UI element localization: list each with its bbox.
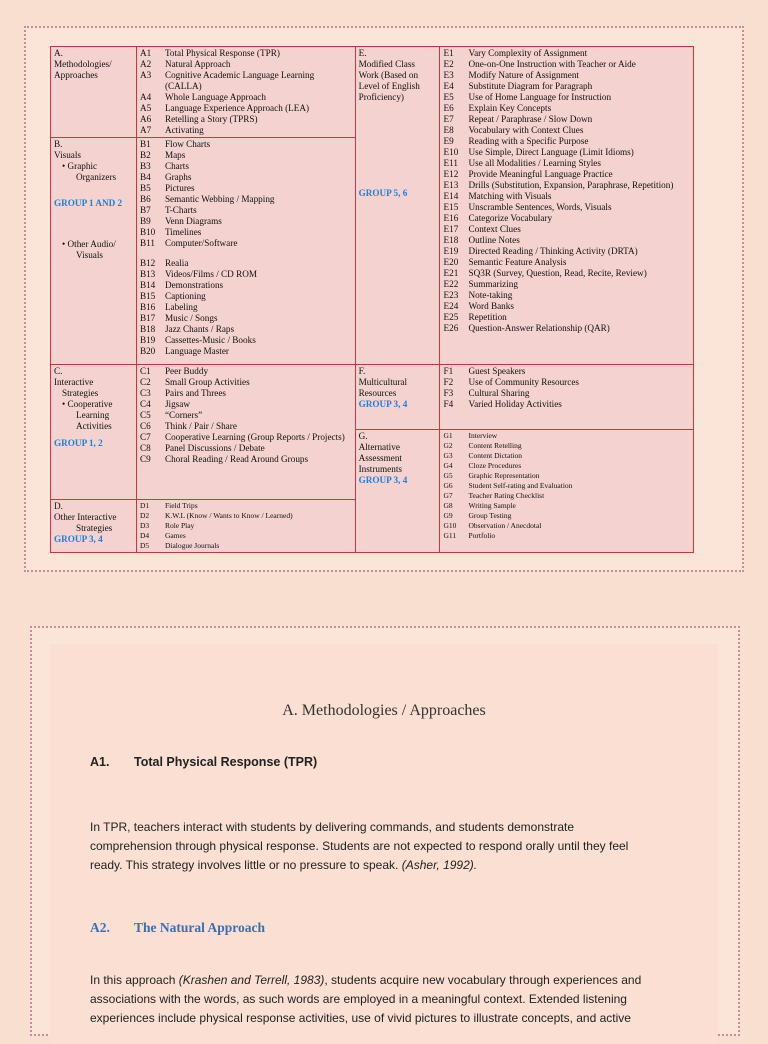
section-e-items: E1 Vary Complexity of Assignment E2 One-on-One Instruction with Teacher or Aide E3 Modify Nature of Assignment E4 Substitute Diagram for Paragraph E5 Use of Home Language for Instruction E6 Explain Key Concepts E7 Repeat / Paraphrase / Slow Down E8 Vocabulary with Context Clues E9 Reading with a Specific Purpose E10 Use Simple, Direct Language (Limit Idioms) E11 Use all Modalities / Learning Styles E12 Provide Meaningful Language Practice E13 Drills (Substitution, Expansion, Paraphrase, Repetition) E14 Matching with Visuals E15 Unscramble Sentences, Words, Visuals E16 Categorize Vocabulary E17 Context Clues E18 Outline Notes E19 Directed Reading / Thinking Activity (DRTA) E20 Semantic Feature Analysis E21 SQ3R (Survey, Question, Read, Recite, Review) E22 Summarizing E23 Note-taking E24 Word Banks E25 Repetition E26 Question-Answer Relationship (QAR) xyxy=(440,47,694,365)
section-f-label: F. Multicultural Resources GROUP 3, 4 xyxy=(355,365,440,430)
a1-heading: A1. Total Physical Response (TPR) xyxy=(90,755,318,769)
strategies-table xyxy=(50,46,694,553)
a2-paragraph: In this approach (Krashen and Terrell, 1983), students acquire new vocabulary through experiences and associations with the words, as such words are employed in a meaningful context. Extended listening experiences include physical response activities, use of vivid pictures to illustrate concepts, and active xyxy=(90,973,642,1025)
section-d-items: D1 Field Trips D2 K.W.L (Know / Wants to Know / Learned) D3 Role Play D4 Games D5 Dialogue Journals xyxy=(136,500,355,553)
section-a-label: A. Methodologies/ Approaches xyxy=(51,47,137,138)
a1-paragraph: In TPR, teachers interact with students by delivering commands, and students demonstrate comprehension through physical response. Students are not expected to respond orally until they feel ready. This strategy involves little or no pressure to speak. (Asher, 1992). xyxy=(90,820,629,872)
section-f-items: F1 Guest Speakers F2 Use of Community Resources F3 Cultural Sharing F4 Varied Holiday Activities xyxy=(440,365,694,430)
section-a-items: A1 Total Physical Response (TPR) A2 Natural Approach A3 Cognitive Academic Language Learning (CALLA) A4 Whole Language Approach A5 Language Experience Approach (LEA) A6 Retelling a Story (TPRS) A7 Activating xyxy=(136,47,355,138)
section-e-label: E. Modified Class Work (Based on Level of English Proficiency) GROUP 5, 6 xyxy=(355,47,440,365)
section-b-label: B. Visuals • Graphic Organizers GROUP 1 AND 2 • Other Audio/ Visuals xyxy=(51,138,137,365)
section-g-items: G1 Interview G2 Content Retelling G3 Content Dictation G4 Cloze Procedures G5 Graphic Representation G6 Student Self-rating and Evaluation G7 Teacher Rating Checklist G8 Writing Sample G9 Group Testing G10 Observation / Anecdotal G11 Portfolio xyxy=(440,430,694,553)
section-title: A. Methodologies / Approaches xyxy=(282,702,486,719)
section-g-label: G. Alternative Assessment Instruments GROUP 3, 4 xyxy=(355,430,440,553)
a2-heading: A2. The Natural Approach xyxy=(90,920,266,935)
section-b-items: B1 Flow Charts B2 Maps B3 Charts B4 Graphs B5 Pictures B6 Semantic Webbing / Mapping B7 T-Charts B9 Venn Diagrams B10 Timelines B11 Computer/Software B12 Realia B13 Videos/Films / CD ROM B14 Demonstrations B15 Captioning B16 Labeling B17 Music / Songs B18 Jazz Chants / Raps B19 Cassettes-Music / Books B20 Language Master xyxy=(136,138,355,365)
section-c-label: C. Interactive Strategies • Cooperative Learning Activities GROUP 1, 2 xyxy=(51,365,137,500)
section-d-label: D. Other Interactive Strategies GROUP 3, 4 xyxy=(51,500,137,553)
section-c-items: C1 Peer Buddy C2 Small Group Activities C3 Pairs and Threes C4 Jigsaw C5 “Corners” C6 Think / Pair / Share C7 Cooperative Learning (Group Reports / Projects) C8 Panel Discussions / Debate C9 Choral Reading / Read Around Groups xyxy=(136,365,355,500)
